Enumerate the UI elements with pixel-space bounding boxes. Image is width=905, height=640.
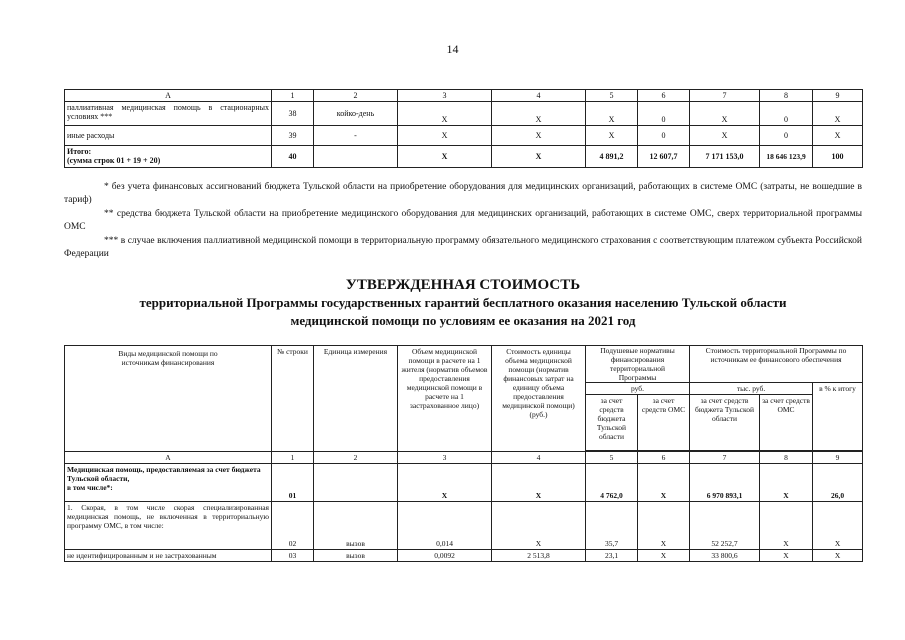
cell: Х [813, 102, 863, 126]
total-sum-note: (сумма строк 01 + 19 + 20) [67, 156, 161, 165]
cell: Х [638, 550, 690, 562]
cell: Х [492, 102, 586, 126]
col-letter: 7 [690, 90, 760, 102]
cell: 0 [638, 102, 690, 126]
cell: Х [690, 126, 760, 146]
header-oms: за счет средств ОМС [760, 395, 813, 451]
footnote-3: *** в случае включения паллиативной медицинской помощи в территориальную программу обязательного медицинского страхования с соответствующим платежом субъекта Российской Федерации [64, 236, 862, 259]
col-letter: 6 [638, 452, 690, 464]
col-letter: 5 [586, 90, 638, 102]
row-unit [314, 464, 398, 502]
col-letter: 9 [813, 452, 863, 464]
cell: 0,014 [398, 502, 492, 550]
section-title: УТВЕРЖДЕННАЯ СТОИМОСТЬ [345, 277, 581, 293]
row-number: 39 [272, 126, 314, 146]
total-label: Итого: [67, 147, 92, 156]
cell: 2 513,8 [492, 550, 586, 562]
cell: 0 [638, 126, 690, 146]
row-name: 1. Скорая, в том числе скорая специализированная медицинская помощь, не включенная в территориальную программу ОМС, в том числе: [65, 502, 272, 550]
column-letter-row [65, 90, 863, 102]
cell: Х [492, 464, 586, 502]
header-oms: за счет средств ОМС [638, 395, 690, 451]
row-number: 01 [272, 464, 314, 502]
cell: Х [398, 146, 492, 168]
page-number: 14 [446, 42, 459, 56]
cell: Х [760, 464, 813, 502]
col-letter: 3 [398, 90, 492, 102]
col-letter: А [65, 452, 272, 464]
cell: Х [586, 102, 638, 126]
header-budget: за счет средств бюджета Тульской области [586, 395, 638, 451]
col-letter: 4 [492, 90, 586, 102]
col-letter: 5 [586, 452, 638, 464]
cell: 26,0 [813, 464, 863, 502]
cell: 6 970 893,1 [690, 464, 760, 502]
col-letter: 1 [272, 90, 314, 102]
cell: Х [586, 126, 638, 146]
col-letter: 2 [314, 90, 398, 102]
col-letter: 6 [638, 90, 690, 102]
row-name: иные расходы [65, 126, 272, 146]
row-name [65, 464, 272, 502]
cell: Х [398, 102, 492, 126]
cell: Х [813, 550, 863, 562]
cell: Х [638, 502, 690, 550]
cell: 52 252,7 [690, 502, 760, 550]
row-unit [314, 146, 398, 168]
col-letter: 3 [398, 452, 492, 464]
header-types: Виды медицинской помощи по источникам финансирования [65, 346, 272, 452]
col-letter: А [65, 90, 272, 102]
row-number: 03 [272, 550, 314, 562]
table-row [65, 126, 863, 146]
row-unit: вызов [314, 550, 398, 562]
row-name: паллиативная медицинская помощь в стационарных условиях *** [65, 102, 272, 126]
col-letter: 1 [272, 452, 314, 464]
continuation-table [64, 89, 863, 168]
row-name [65, 146, 272, 168]
cell: Х [760, 502, 813, 550]
cell: 18 646 123,9 [760, 146, 813, 168]
row-unit: - [314, 126, 398, 146]
header-per-capita: Подушевые нормативы финансирования территориальной Программы [586, 346, 690, 383]
footnote-2: ** средства бюджета Тульской области на приобретение медицинского оборудования для медицинских организаций, работающих в системе ОМС, сверх территориальной программы ОМС [64, 209, 862, 232]
row-unit: койко-день [314, 102, 398, 126]
cell: 23,1 [586, 550, 638, 562]
cell: 4 762,0 [586, 464, 638, 502]
header-thous-rub: тыс. руб. [690, 383, 813, 395]
header-program-cost: Стоимость территориальной Программы по источникам ее финансового обеспечения [690, 346, 863, 383]
column-letter-row [65, 452, 863, 464]
row-number: 02 [272, 502, 314, 550]
header-percent: в % к итогу [813, 383, 863, 451]
table-row [65, 502, 863, 550]
section-subtitle-line-1: территориальной Программы государственных гарантий бесплатного оказания населению Тульской области [139, 295, 787, 310]
table-row [65, 102, 863, 126]
cell: 12 607,7 [638, 146, 690, 168]
cell: 0 [760, 102, 813, 126]
header-rub: руб. [586, 383, 690, 395]
row-name-main: Медицинская помощь, предоставляемая за счет бюджета Тульской области, [67, 465, 261, 483]
cell: Х [690, 102, 760, 126]
row-name: не идентифицированным и не застрахованным [65, 550, 272, 562]
table-row [65, 464, 863, 502]
footnote-1: * без учета финансовых ассигнований бюджета Тульской области на приобретение оборудования для медицинских организаций, работающих в системе ОМС (затраты, не вошедшие в тариф) [64, 182, 862, 205]
col-letter: 8 [760, 452, 813, 464]
cell: 0,0092 [398, 550, 492, 562]
row-name-sub: в том числе*: [67, 483, 113, 492]
cell: Х [492, 126, 586, 146]
cost-table [64, 345, 863, 562]
header-unit: Единица измерения [314, 346, 398, 452]
section-subtitle-line-2: медицинской помощи по условиям ее оказания на 2021 год [290, 313, 636, 328]
header-unit-cost: Стоимость единицы объема медицинской помощи (норматив финансовых затрат на единицу объема предоставления медицинской помощи) (руб.) [492, 346, 586, 452]
cell: Х [398, 464, 492, 502]
cell: Х [813, 126, 863, 146]
cell: Х [813, 502, 863, 550]
cell: Х [760, 550, 813, 562]
cell: 7 171 153,0 [690, 146, 760, 168]
cell: Х [492, 502, 586, 550]
col-letter: 2 [314, 452, 398, 464]
header-volume: Объем медицинской помощи в расчете на 1 жителя (норматив объемов предоставления медицинской помощи в расчете на 1 застрахованное лицо) [398, 346, 492, 452]
row-unit: вызов [314, 502, 398, 550]
row-number: 40 [272, 146, 314, 168]
cell: Х [398, 126, 492, 146]
cell: 33 800,6 [690, 550, 760, 562]
total-row [65, 146, 863, 168]
cell: 35,7 [586, 502, 638, 550]
cell: 0 [760, 126, 813, 146]
col-letter: 9 [813, 90, 863, 102]
cell: 100 [813, 146, 863, 168]
cell: Х [638, 464, 690, 502]
table-row [65, 550, 863, 562]
cell: Х [492, 146, 586, 168]
col-letter: 4 [492, 452, 586, 464]
row-number: 38 [272, 102, 314, 126]
col-letter: 7 [690, 452, 760, 464]
col-letter: 8 [760, 90, 813, 102]
header-row-number: № строки [272, 346, 314, 452]
cell: 4 891,2 [586, 146, 638, 168]
header-budget: за счет средств бюджета Тульской области [690, 395, 760, 451]
